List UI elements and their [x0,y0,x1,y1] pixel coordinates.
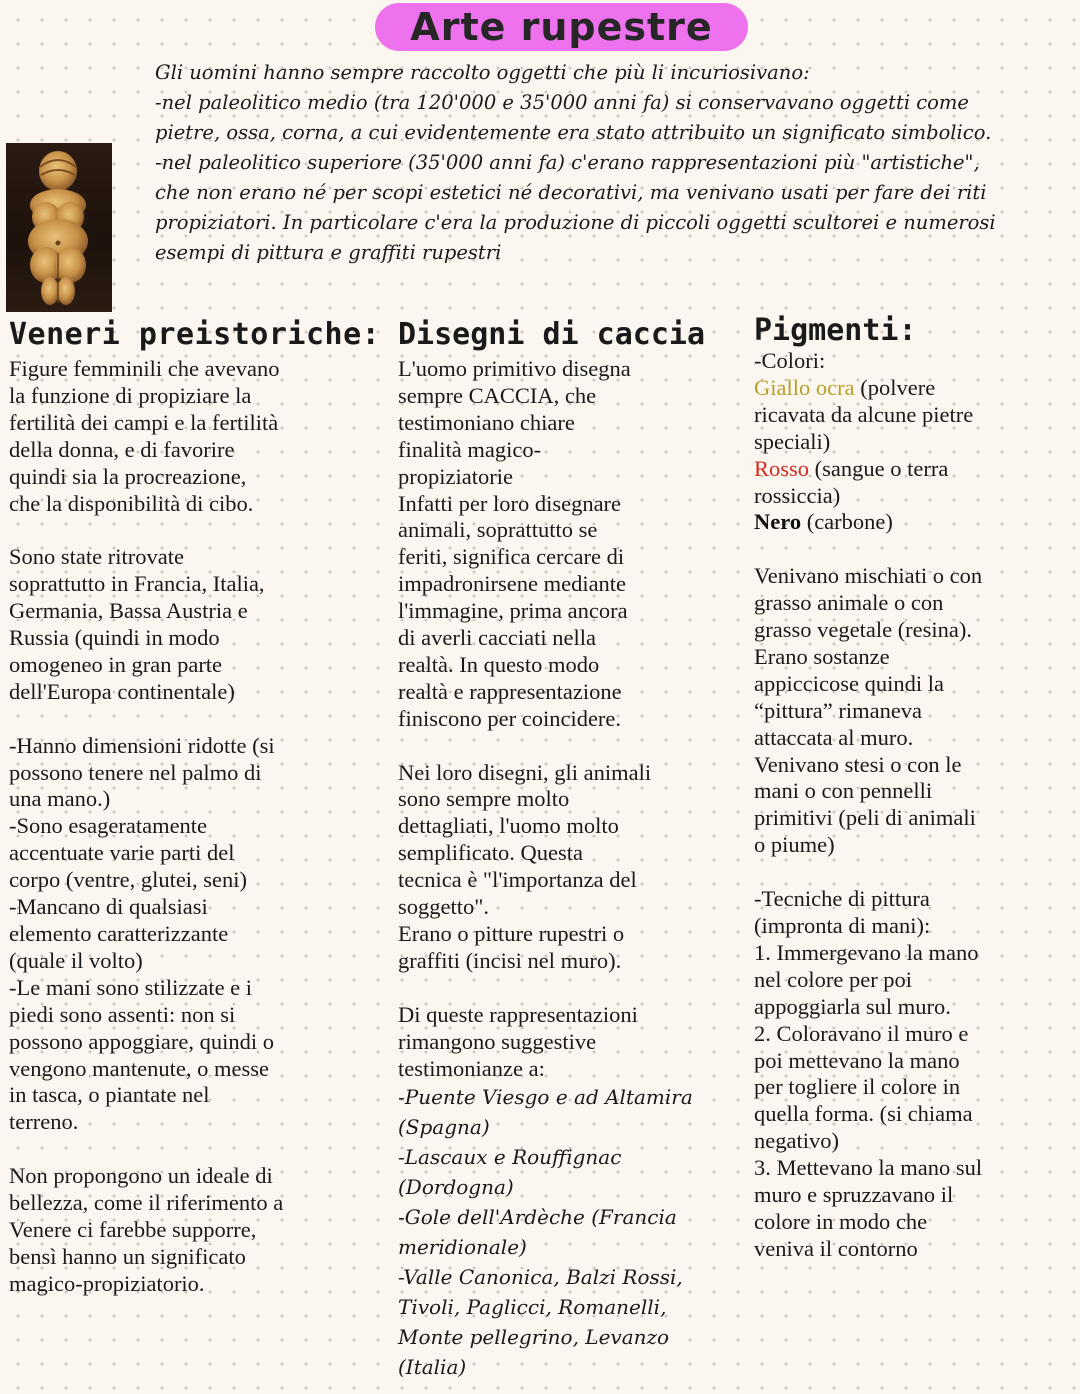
blank-line [398,975,728,1002]
text-line: graffiti (incisi nel muro). [398,947,622,973]
text-line: appiccicose quindi la [754,670,944,696]
text-line: corpo (ventre, glutei, seni) [9,867,248,893]
text-line: grasso animale o con [754,590,944,616]
place-line: (Italia) [398,1355,467,1380]
text-line: bensì hanno un significato [9,1243,246,1269]
section-heading-pigmenti: Pigmenti: [754,313,917,348]
text-line: ricavata da alcune pietre [754,401,974,427]
text-line: possono tenere nel palmo di [9,759,262,785]
intro-line: che non erano né per scopi estetici né decorativi, ma venivano usati per fare dei riti [155,181,987,204]
place-line: -Lascaux e Rouffignac [398,1145,622,1170]
text-line: l'immagine, prima ancora [398,598,628,624]
text-line: poi mettevano la mano [754,1047,960,1073]
text-line: magico-propiziatorio. [9,1270,205,1296]
text-line: 3. Mettevano la mano sul [754,1155,983,1181]
blank-line [9,517,359,544]
text-line: Russia (quindi in modo [9,625,220,651]
veneri-text [9,356,359,1298]
text-line: veniva il contorno [754,1235,918,1261]
text-line: -Sono esageratamente [9,813,208,839]
intro-line: -nel paleolitico superiore (35'000 anni fa) c'erano rappresentazioni più "artistiche", [155,151,980,174]
place-line: Tivoli, Paglicci, Romanelli, [398,1295,667,1320]
place-line: -Valle Canonica, Balzi Rossi, [398,1265,683,1290]
section-heading-veneri: Veneri preistoriche: [9,317,381,352]
text-line: -Hanno dimensioni ridotte (si [9,732,275,758]
text-line: Nei loro disegni, gli animali [398,759,652,785]
text-line: o piume) [754,832,835,858]
text-line: 1. Immergevano la mano [754,939,979,965]
venus-figurine-illustration [6,143,112,312]
blank-line [398,733,728,760]
color-entry-giallo [754,375,1074,402]
text-line: muro e spruzzavano il [754,1182,954,1208]
text-line: soggetto". [398,894,490,920]
title-banner [375,3,748,51]
text-line: testimoniano chiare [398,409,575,435]
text-line: Venivano stesi o con le [754,751,962,777]
text-line: piedi sono assenti: non si [9,1001,236,1027]
place-line: -Puente Viesgo e ad Altamira [398,1085,693,1110]
colors-label: -Colori: [754,348,826,373]
intro-line: -nel paleolitico medio (tra 120'000 e 35'000 anni fa) si conservavano oggetti come [155,91,969,114]
text-line: della donna, e di favorire [9,436,235,462]
text-line: Figure femminili che avevano [9,356,280,381]
text-line: grasso vegetale (resina). [754,617,973,643]
place-line: (Spagna) [398,1115,490,1140]
venus-figurine-photo [6,143,112,312]
text-line: Non propongono un ideale di [9,1163,273,1189]
text-line: sono sempre molto [398,786,570,812]
text-line: -Tecniche di pittura [754,886,930,912]
blank-line [754,859,1074,886]
text-line: Venivano mischiati o con [754,563,983,589]
text-line: rossiccia) [754,482,841,508]
text-line: Sono state ritrovate [9,544,184,570]
blank-line [9,706,359,733]
place-line: (Dordogna) [398,1175,514,1200]
place-line: Monte pellegrino, Levanzo [398,1325,670,1350]
page-title: Arte rupestre [410,5,713,49]
text-line: L'uomo primitivo disegna [398,356,631,381]
text-line: la funzione di propiziare la [9,382,252,408]
intro-line: propiziatori. In particolare c'era la produzione di piccoli oggetti scultorei e numerosi [155,211,996,234]
intro-line: pietre, ossa, corna, a cui evidentemente era stato attribuito un significato simbolico. [155,121,992,144]
text-line: propiziatorie [398,463,513,489]
color-desc: (polvere [854,374,936,400]
text-line: quindi sia la procreazione, [9,463,247,489]
color-name-nero: Nero [754,509,802,535]
text-line: Infatti per loro disegnare [398,490,622,516]
color-name-rosso: Rosso [754,455,810,481]
text-line: vengono mantenute, o messe [9,1055,269,1081]
intro-line: Gli uomini hanno sempre raccolto oggetti che più li incuriosivano: [155,61,810,84]
text-line: Erano sostanze [754,643,890,669]
text-line: dettagliati, l'uomo molto [398,813,619,839]
text-line: dell'Europa continentale) [9,678,235,704]
pigmenti-text [754,348,1074,1263]
text-line: in tasca, o piantate nel [9,1082,210,1108]
blank-line [9,1136,359,1163]
text-line: -Le mani sono stilizzate e i [9,974,253,1000]
text-line: (impronta di mani): [754,913,931,938]
text-line: possono appoggiare, quindi o [9,1028,274,1054]
caccia-text [398,356,728,1382]
text-line: finalità magico- [398,436,542,462]
text-line: (quale il volto) [9,947,143,973]
color-name-giallo: Giallo ocra [754,374,855,400]
text-line: colore in modo che [754,1208,928,1234]
text-line: realtà e rappresentazione [398,678,622,704]
color-entry-rosso [754,456,1074,483]
place-line: meridionale) [398,1235,527,1260]
text-line: Erano o pitture rupestri o [398,921,625,947]
place-line: -Gole dell'Ardèche (Francia [398,1205,677,1230]
text-line: rimangono suggestive [398,1028,597,1054]
text-line: terreno. [9,1109,79,1135]
blank-line [754,536,1074,563]
text-line: “pittura” rimaneva [754,697,923,723]
text-line: attaccata al muro. [754,724,914,750]
text-line: bellezza, come il riferimento a [9,1190,284,1216]
text-line: feriti, significa cercare di [398,544,625,570]
text-line: Germania, Bassa Austria e [9,598,248,624]
text-line: accentuate varie parti del [9,840,235,866]
text-line: una mano.) [9,786,111,812]
text-line: impadronirsene mediante [398,571,627,597]
text-line: appoggiarla sul muro. [754,993,951,1019]
text-line: Di queste rappresentazioni [398,1001,638,1027]
text-line: -Mancano di qualsiasi [9,894,208,920]
section-veneri [9,314,381,1298]
section-heading-caccia: Disegni di caccia [398,317,706,352]
text-line: semplificato. Questa [398,840,583,866]
color-desc: (carbone) [801,509,893,535]
text-line: nel colore per poi [754,966,913,992]
text-line: mani o con pennelli [754,778,933,804]
text-line: soprattutto in Francia, Italia, [9,571,265,597]
text-line: Venere ci farebbe supporre, [9,1216,257,1242]
text-line: negativo) [754,1128,839,1154]
text-line: finiscono per coincidere. [398,705,622,731]
section-pigmenti [754,314,1074,1263]
text-line: primitivi (peli di animali [754,805,976,831]
text-line: omogeneo in gran parte [9,651,223,677]
color-desc: (sangue o terra [809,455,949,481]
text-line: sempre CACCIA, che [398,382,597,408]
text-line: fertilità dei campi e la fertilità [9,409,279,435]
text-line: di averli cacciati nella [398,625,597,651]
text-line: quella forma. (si chiama [754,1101,973,1127]
text-line: elemento caratterizzante [9,921,229,946]
text-line: speciali) [754,428,831,454]
text-line: per togliere il colore in [754,1074,961,1100]
intro-line: esempi di pittura e graffiti rupestri [155,241,502,264]
intro-paragraph [155,58,1055,268]
section-caccia [398,314,728,1382]
text-line: testimonianze a: [398,1055,545,1081]
text-line: animali, soprattutto se [398,517,598,543]
text-line: 2. Coloravano il muro e [754,1020,969,1046]
text-line: realtà. In questo modo [398,651,600,677]
text-line: che la disponibilità di cibo. [9,490,254,516]
color-entry-nero [754,509,1074,536]
text-line: tecnica è "l'importanza del [398,867,637,893]
